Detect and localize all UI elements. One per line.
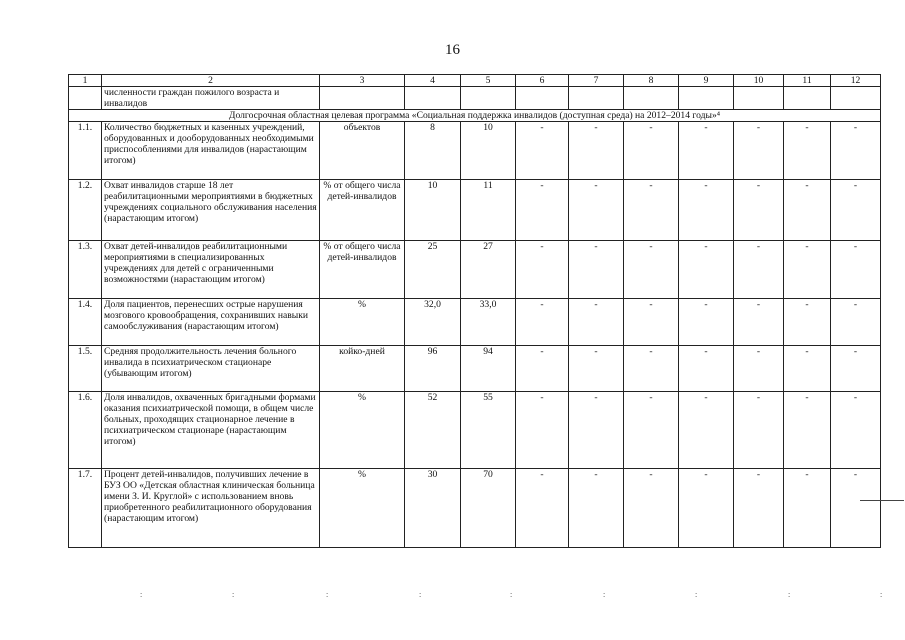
- value-col8: -: [624, 241, 679, 299]
- value-col9: -: [679, 180, 734, 241]
- col-header: 4: [405, 75, 461, 87]
- value-col8: -: [624, 180, 679, 241]
- value-col9: -: [679, 122, 734, 180]
- continuation-row: [69, 87, 881, 110]
- value-col10: -: [734, 122, 784, 180]
- value-col5: 11: [461, 180, 516, 241]
- col-header: 5: [461, 75, 516, 87]
- scan-dot: :: [140, 590, 143, 599]
- indicator-unit: койко-дней: [320, 346, 405, 392]
- row-number: 1.6.: [69, 392, 102, 469]
- indicator-name: Охват детей-инвалидов реабилитационными мероприятиями в специализированных учреждениях для детей с ограниченными возможностями (нарастающим итогом): [102, 241, 320, 299]
- indicators-table: [68, 74, 881, 548]
- value-col12: -: [831, 180, 881, 241]
- value-col12: -: [831, 122, 881, 180]
- table-row: [69, 180, 881, 241]
- row-number: 1.7.: [69, 469, 102, 548]
- indicator-name: Количество бюджетных и казенных учреждений, оборудованных и дооборудованных необходимыми приспособлениями для инвалидов (нарастающим итогом): [102, 122, 320, 180]
- value-col5: 27: [461, 241, 516, 299]
- scan-dot: :: [880, 590, 883, 599]
- scan-line-mark: [860, 492, 904, 501]
- value-col4: 96: [405, 346, 461, 392]
- value-col5: 55: [461, 392, 516, 469]
- scan-dot: :: [695, 590, 698, 599]
- indicator-name: Доля пациентов, перенесших острые нарушения мозгового кровообращения, сохранивших навыки самообслуживания (нарастающим итогом): [102, 299, 320, 346]
- value-col6: -: [516, 241, 569, 299]
- col-header: 6: [516, 75, 569, 87]
- value-col11: -: [784, 180, 831, 241]
- value-col6: -: [516, 469, 569, 548]
- value-col9: -: [679, 346, 734, 392]
- value-col7: -: [569, 299, 624, 346]
- value-col8: -: [624, 299, 679, 346]
- value-col4: 25: [405, 241, 461, 299]
- value-col8: -: [624, 469, 679, 548]
- indicator-name: Доля инвалидов, охваченных бригадными формами оказания психиатрической помощи, в общем числе больных, проходящих стационарное лечение в психиатрическом стационаре (нарастающим итогом): [102, 392, 320, 469]
- row-number: 1.5.: [69, 346, 102, 392]
- value-col5: 94: [461, 346, 516, 392]
- table-row: [69, 346, 881, 392]
- scan-dot: :: [326, 590, 329, 599]
- value-col12: -: [831, 241, 881, 299]
- value-col10: -: [734, 180, 784, 241]
- value-col6: -: [516, 392, 569, 469]
- value-col4: 10: [405, 180, 461, 241]
- table-row: [69, 241, 881, 299]
- indicator-unit: % от общего числа детей-инвалидов: [320, 180, 405, 241]
- scan-dots: [0, 590, 905, 600]
- value-col7: -: [569, 180, 624, 241]
- value-col7: -: [569, 392, 624, 469]
- value-col4: 30: [405, 469, 461, 548]
- col-header: 12: [831, 75, 881, 87]
- scan-dot: :: [788, 590, 791, 599]
- value-col11: -: [784, 346, 831, 392]
- value-col11: -: [784, 469, 831, 548]
- value-col6: -: [516, 346, 569, 392]
- value-col9: -: [679, 392, 734, 469]
- col-header: 9: [679, 75, 734, 87]
- scan-dot: :: [603, 590, 606, 599]
- indicator-name: Средняя продолжительность лечения больного инвалида в психиатрическом стационаре (убывающим итогом): [102, 346, 320, 392]
- value-col4: 8: [405, 122, 461, 180]
- scan-dot: :: [419, 590, 422, 599]
- indicator-name: Процент детей-инвалидов, получивших лечение в БУЗ ОО «Детская областная клиническая больница имени З. И. Круглой» с использованием вновь приобретенного реабилитационного оборудования (нарастающим итогом): [102, 469, 320, 548]
- value-col7: -: [569, 346, 624, 392]
- col-header: 1: [69, 75, 102, 87]
- value-col7: -: [569, 122, 624, 180]
- value-col6: -: [516, 122, 569, 180]
- value-col6: -: [516, 299, 569, 346]
- table-row: [69, 122, 881, 180]
- value-col8: -: [624, 392, 679, 469]
- indicator-unit: %: [320, 469, 405, 548]
- page-number: 16: [445, 42, 460, 58]
- col-header: 8: [624, 75, 679, 87]
- value-col4: 32,0: [405, 299, 461, 346]
- col-header: 7: [569, 75, 624, 87]
- col-header: 3: [320, 75, 405, 87]
- value-col8: -: [624, 346, 679, 392]
- value-col5: 70: [461, 469, 516, 548]
- indicator-unit: объектов: [320, 122, 405, 180]
- program-title: Долгосрочная областная целевая программа «Социальная поддержка инвалидов (доступная среда) на 2012–2014 годы»⁴: [69, 110, 881, 122]
- value-col9: -: [679, 469, 734, 548]
- value-col9: -: [679, 241, 734, 299]
- row-number: 1.3.: [69, 241, 102, 299]
- scan-dot: :: [232, 590, 235, 599]
- value-col8: -: [624, 122, 679, 180]
- col-header: 11: [784, 75, 831, 87]
- value-col11: -: [784, 241, 831, 299]
- value-col11: -: [784, 392, 831, 469]
- value-col9: -: [679, 299, 734, 346]
- indicator-unit: %: [320, 299, 405, 346]
- program-title-row: [69, 110, 881, 122]
- column-number-header-row: [69, 75, 881, 87]
- value-col12: -: [831, 392, 881, 469]
- value-col10: -: [734, 392, 784, 469]
- table-row: [69, 299, 881, 346]
- value-col4: 52: [405, 392, 461, 469]
- value-col6: -: [516, 180, 569, 241]
- value-col10: -: [734, 469, 784, 548]
- indicator-unit: % от общего числа детей-инвалидов: [320, 241, 405, 299]
- value-col5: 10: [461, 122, 516, 180]
- indicator-unit: %: [320, 392, 405, 469]
- value-col10: -: [734, 299, 784, 346]
- value-col7: -: [569, 469, 624, 548]
- value-col11: -: [784, 299, 831, 346]
- value-col7: -: [569, 241, 624, 299]
- value-col5: 33,0: [461, 299, 516, 346]
- value-col12: -: [831, 346, 881, 392]
- value-col12: -: [831, 299, 881, 346]
- indicator-name: Охват инвалидов старше 18 лет реабилитационными мероприятиями в бюджетных учреждениях социального обслуживания населения (нарастающим итогом): [102, 180, 320, 241]
- continuation-text: численности граждан пожилого возраста и инвалидов: [102, 87, 320, 110]
- value-col10: -: [734, 346, 784, 392]
- value-col10: -: [734, 241, 784, 299]
- table-row: [69, 392, 881, 469]
- scan-dot: :: [510, 590, 513, 599]
- col-header: 2: [102, 75, 320, 87]
- row-number: 1.2.: [69, 180, 102, 241]
- row-number: 1.4.: [69, 299, 102, 346]
- value-col11: -: [784, 122, 831, 180]
- table-row: [69, 469, 881, 548]
- row-number: 1.1.: [69, 122, 102, 180]
- value-col12: -: [831, 469, 881, 548]
- col-header: 10: [734, 75, 784, 87]
